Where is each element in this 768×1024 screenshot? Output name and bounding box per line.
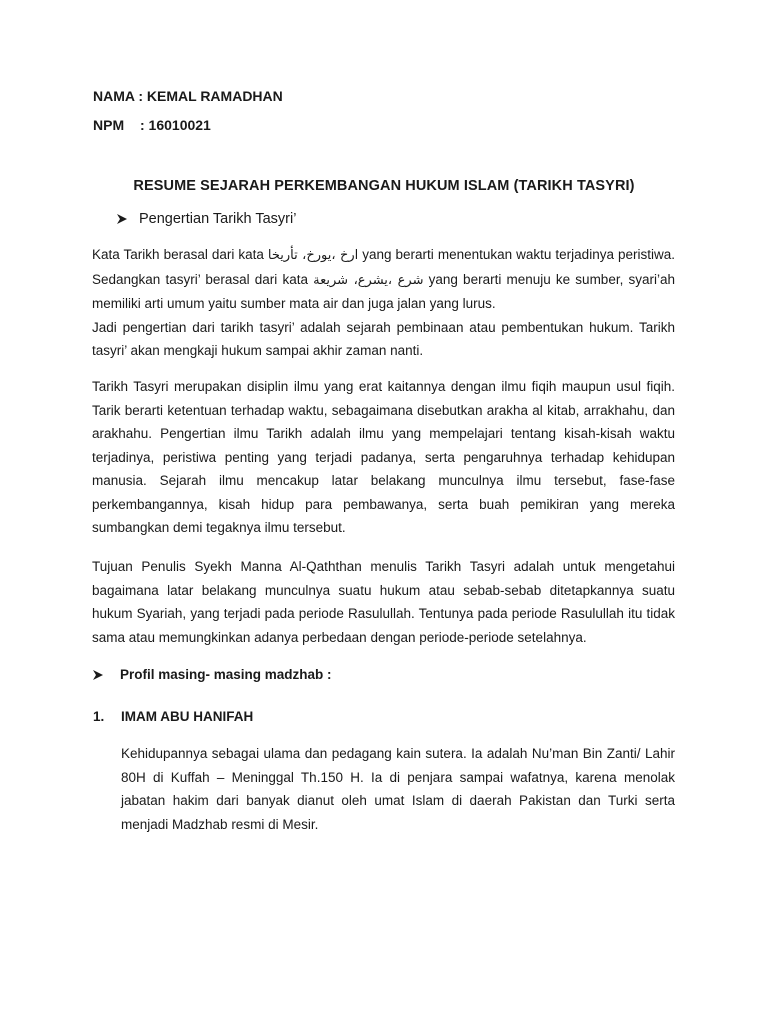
section-heading-pengertian (117, 211, 296, 227)
list-item-title: IMAM ABU HANIFAH (121, 709, 254, 724)
para1-text-c: yang berarti menuju ke sumber, syari’ah memiliki arti umum yaitu sumber mata air dan juga jalan yang lurus. (92, 271, 675, 311)
section-heading-text: Pengertian Tarikh Tasyri’ (139, 211, 297, 227)
arrowhead-bullet-icon (93, 670, 103, 680)
student-name: NAMA : KEMAL RAMADHAN (93, 88, 283, 104)
section-heading-madzhab (93, 667, 332, 682)
npm-value: : 16010021 (140, 117, 211, 133)
npm-label: NPM (93, 117, 125, 133)
para1-text-b: yang berarti menentukan waktu terjadinya peristiwa. Sedangkan tasyri’ berasal dari kata (92, 247, 675, 287)
paragraph-definition (92, 243, 675, 363)
para1-text-a: Kata Tarikh berasal dari kata (92, 247, 268, 262)
student-npm (93, 117, 211, 133)
paragraph-purpose: Tujuan Penulis Syekh Manna Al-Qaththan menulis Tarikh Tasyri adalah untuk mengetahui bagaimana latar belakang munculnya suatu hukum atau sebab-sebab ditetapkannya suatu hukum Syariah, yang terjadi pada periode Rasulullah. Tentunya pada periode Rasulullah itu tidak sama atau memungkinkan adanya perbedaan dengan periode-periode setelahnya. (92, 559, 675, 645)
section-heading-text: Profil masing- masing madzhab : (120, 667, 332, 682)
list-number: 1. (93, 709, 105, 724)
paragraph-abu-hanifah: Kehidupannya sebagai ulama dan pedagang kain sutera. Ia adalah Nu’man Bin Zanti/ Lahir 80H di Kuffah – Meninggal Th.150 H. Ia di penjara sampai wafatnya, karena menolak jabatan hakim dari banyak dianut oleh umat Islam di daerah Pakistan dan Turki serta menjadi Madzhab resmi di Mesir. (121, 746, 675, 832)
arabic-word-tasyri: شرع ،يشرع، شريعة (313, 272, 424, 288)
paragraph-discipline: Tarikh Tasyri merupakan disiplin ilmu yang erat kaitannya dengan ilmu fiqih maupun usul fiqih. Tarik berarti ketentuan terhadap waktu, sebagaimana disebutkan arakha al kitab, arrakhahu, dan arakhahu. Pengertian ilmu Tarikh adalah ilmu yang mempelajari tentang kisah-kisah waktu terjadinya, peristiwa penting yang terjadi padanya, serta pengaruhnya terhadap kehidupan manusia. Sejarah ilmu mencakup latar belakang munculnya ilmu tersebut, fase-fase perkembangannya, kisah hidup para pembawanya, serta buah pemikiran yang mereka sumbangkan demi tegaknya ilmu tersebut. (92, 379, 675, 535)
document-title: RESUME SEJARAH PERKEMBANGAN HUKUM ISLAM (TARIKH TASYRI) (133, 178, 635, 194)
arrowhead-bullet-icon (117, 214, 127, 224)
arabic-word-tarikh: ارخ ،يورخ، تأريخا (267, 248, 359, 263)
list-item-heading (93, 709, 253, 724)
para1-conclusion: Jadi pengertian dari tarikh tasyri’ adalah sejarah pembinaan atau pembentukan hukum. Tarikh tasyri’ akan mengkaji hukum sampai akhir zaman nanti. (92, 319, 675, 358)
